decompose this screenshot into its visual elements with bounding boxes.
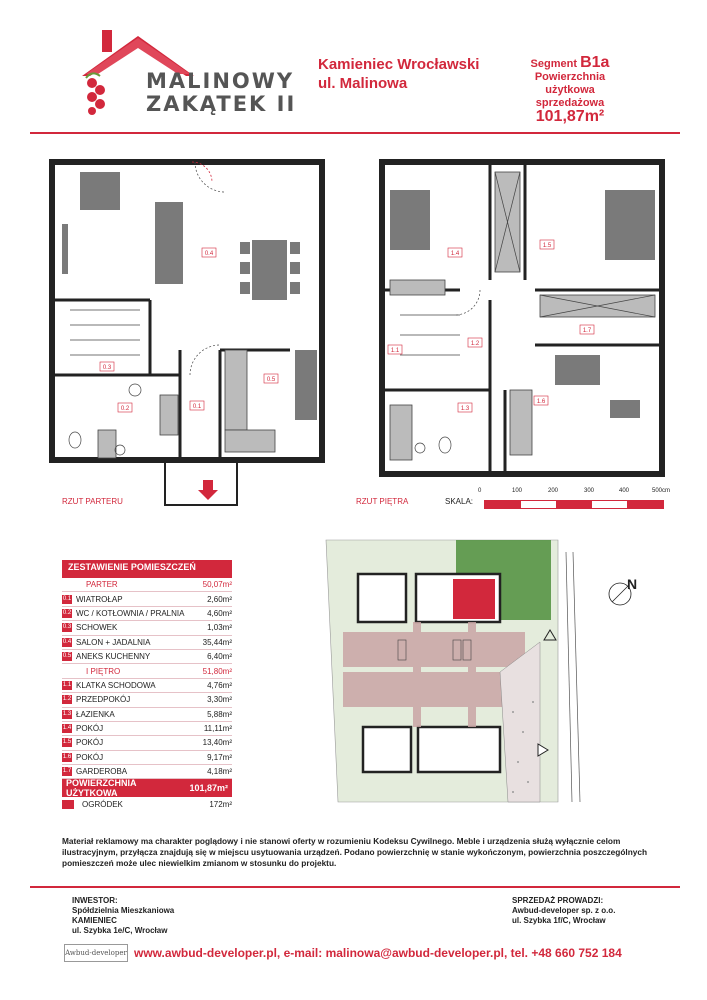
segment-area-label-2: sprzedażowa [535, 97, 605, 109]
room-name: ANEKS KUCHENNY [76, 652, 151, 662]
seller-line-1: Awbud-developer sp. z o.o. [512, 906, 616, 915]
room-no: 0.4 [62, 638, 72, 645]
room-area: 13,40m² [202, 738, 232, 748]
room-label-1-5: 1.5 [542, 243, 552, 249]
segment-label: Segment [530, 58, 578, 70]
room-no: 1.2 [62, 696, 72, 703]
scale-tick-0: 0 [478, 488, 482, 494]
room-name: GARDEROBA [76, 767, 128, 777]
investor-title: INWESTOR: [72, 896, 118, 905]
table-row [62, 621, 232, 635]
seller-block [512, 896, 615, 926]
footer-divider [30, 886, 680, 888]
room-no: 1.7 [62, 768, 72, 775]
brand-line-2: ZAKĄTEK II [146, 92, 297, 116]
investor-block [72, 896, 174, 936]
group-ground-name: PARTER [86, 580, 118, 590]
scale-bar [484, 500, 664, 509]
partner-logo: Awbud-developer [64, 944, 128, 962]
location-street: ul. Malinowa [318, 75, 408, 92]
room-area: 1,03m² [207, 623, 232, 633]
table-row [62, 693, 232, 707]
segment-info [515, 56, 625, 123]
table-row [62, 636, 232, 650]
room-area: 4,60m² [207, 608, 232, 618]
room-area: 2,60m² [207, 594, 232, 604]
contact-line[interactable]: www.awbud-developer.pl, e-mail: malinowa@awbud-developer.pl, tel. +48 660 752 184 [134, 946, 622, 960]
room-area: 6,40m² [207, 652, 232, 662]
table-row [62, 722, 232, 736]
room-label-0-3: 0.3 [102, 365, 112, 371]
ground-floor-plan [40, 150, 340, 510]
room-name: POKÓJ [76, 752, 104, 762]
scale-tick-100: 100 [512, 488, 523, 494]
garden-label: OGRÓDEK [82, 799, 123, 809]
room-name: PRZEDPOKÓJ [76, 695, 131, 705]
room-area: 35,44m² [202, 637, 232, 647]
investor-line-2: KAMIENIEC [72, 916, 117, 925]
room-label-1-7: 1.7 [582, 328, 592, 334]
room-name: SALON + JADALNIA [76, 637, 151, 647]
room-no: 1.4 [62, 725, 72, 732]
group-ground-area: 50,07m² [202, 580, 232, 590]
total-area: 101,87m² [189, 783, 228, 794]
room-label-0-2: 0.2 [120, 406, 130, 412]
rooms-table-title: ZESTAWIENIE POMIESZCZEŃ [62, 560, 232, 578]
segment-area-label-1: Powierzchnia użytkowa [534, 71, 606, 96]
room-label-0-4: 0.4 [204, 251, 214, 257]
room-no: 0.2 [62, 609, 72, 616]
table-row [62, 679, 232, 693]
room-name: POKÓJ [76, 724, 104, 734]
room-name: WIATROŁAP [76, 594, 123, 604]
brand-line-1: MALINOWY [146, 69, 295, 93]
table-row [62, 765, 232, 779]
table-row [62, 592, 232, 606]
group-upper [62, 664, 232, 678]
garden-area: 172m² [209, 799, 232, 809]
table-row [62, 708, 232, 722]
scale-tick-400: 400 [619, 488, 630, 494]
group-upper-name: I PIĘTRO [86, 666, 121, 676]
table-row [62, 736, 232, 750]
upper-floor-label: RZUT PIĘTRA [356, 497, 409, 506]
disclaimer-line-2: ilustracyjnym, przyłącza znajdują się w miejscu usytuowania urządzeń. Podano powierzchnię w stanie wykończonym, powierzchnia poszczególnych [62, 847, 648, 857]
table-row [62, 607, 232, 621]
room-label-1-2: 1.2 [470, 341, 480, 347]
scale-tick-500: 500cm [652, 488, 671, 494]
room-area: 11,11m² [203, 724, 232, 734]
room-no: 0.5 [62, 653, 72, 660]
room-label-1-4: 1.4 [450, 251, 460, 257]
scale-tick-300: 300 [584, 488, 595, 494]
room-name: ŁAZIENKA [76, 709, 115, 719]
scale-tick-200: 200 [548, 488, 559, 494]
segment-code: B1a [580, 54, 610, 71]
room-no: 0.1 [62, 595, 72, 602]
investor-line-1: Spółdzielnia Mieszkaniowa [72, 906, 175, 915]
room-label-1-3: 1.3 [460, 406, 470, 412]
room-no: 1.1 [62, 681, 72, 688]
scale-label: SKALA: [445, 497, 474, 506]
disclaimer-line-1: Materiał reklamowy ma charakter poglądowy i nie stanowi oferty w rozumieniu Kodeksu Cywilnego. Meble i urządzenia służą wyłącznie celom [62, 836, 621, 846]
room-label-0-1: 0.1 [192, 404, 202, 410]
room-no: 1.6 [62, 753, 72, 760]
site-plan [308, 532, 638, 812]
room-label-1-1: 1.1 [390, 348, 400, 354]
seller-title: SPRZEDAŻ PROWADZI: [512, 896, 604, 905]
garden-swatch [62, 800, 74, 809]
room-area: 4,18m² [207, 767, 232, 777]
room-no: 0.3 [62, 624, 72, 631]
room-area: 5,88m² [207, 709, 232, 719]
room-label-1-6: 1.6 [536, 399, 546, 405]
total-label: POWIERZCHNIA UŻYTKOWA [66, 778, 137, 799]
room-label-0-5: 0.5 [266, 377, 276, 383]
upper-floor-plan [370, 150, 670, 490]
room-no: 1.3 [62, 710, 72, 717]
disclaimer [62, 836, 692, 869]
room-area: 3,30m² [207, 695, 232, 705]
segment-area: 101,87m² [535, 108, 605, 125]
table-row [62, 751, 232, 765]
rooms-table [62, 560, 232, 811]
room-area: 9,17m² [207, 752, 232, 762]
garden-row [62, 797, 232, 810]
investor-line-3: ul. Szybka 1e/C, Wrocław [72, 926, 168, 935]
room-no: 1.5 [62, 739, 72, 746]
group-ground [62, 578, 232, 592]
group-upper-area: 51,80m² [202, 666, 232, 676]
ground-floor-label: RZUT PARTERU [62, 497, 123, 506]
total-row [62, 779, 232, 797]
seller-line-2: ul. Szybka 1f/C, Wrocław [512, 916, 606, 925]
room-name: SCHOWEK [76, 623, 118, 633]
room-name: POKÓJ [76, 738, 104, 748]
room-area: 4,76m² [207, 680, 232, 690]
location-city: Kamieniec Wrocławski [318, 56, 480, 73]
table-row [62, 650, 232, 664]
room-name: KLATKA SCHODOWA [76, 680, 156, 690]
room-name: WC / KOTŁOWNIA / PRALNIA [76, 608, 185, 618]
north-label: N [627, 576, 638, 592]
disclaimer-line-3: pomieszczeń może ulec niewielkim zmianom w stosunku do projektu. [62, 858, 337, 868]
header-divider [30, 132, 680, 134]
